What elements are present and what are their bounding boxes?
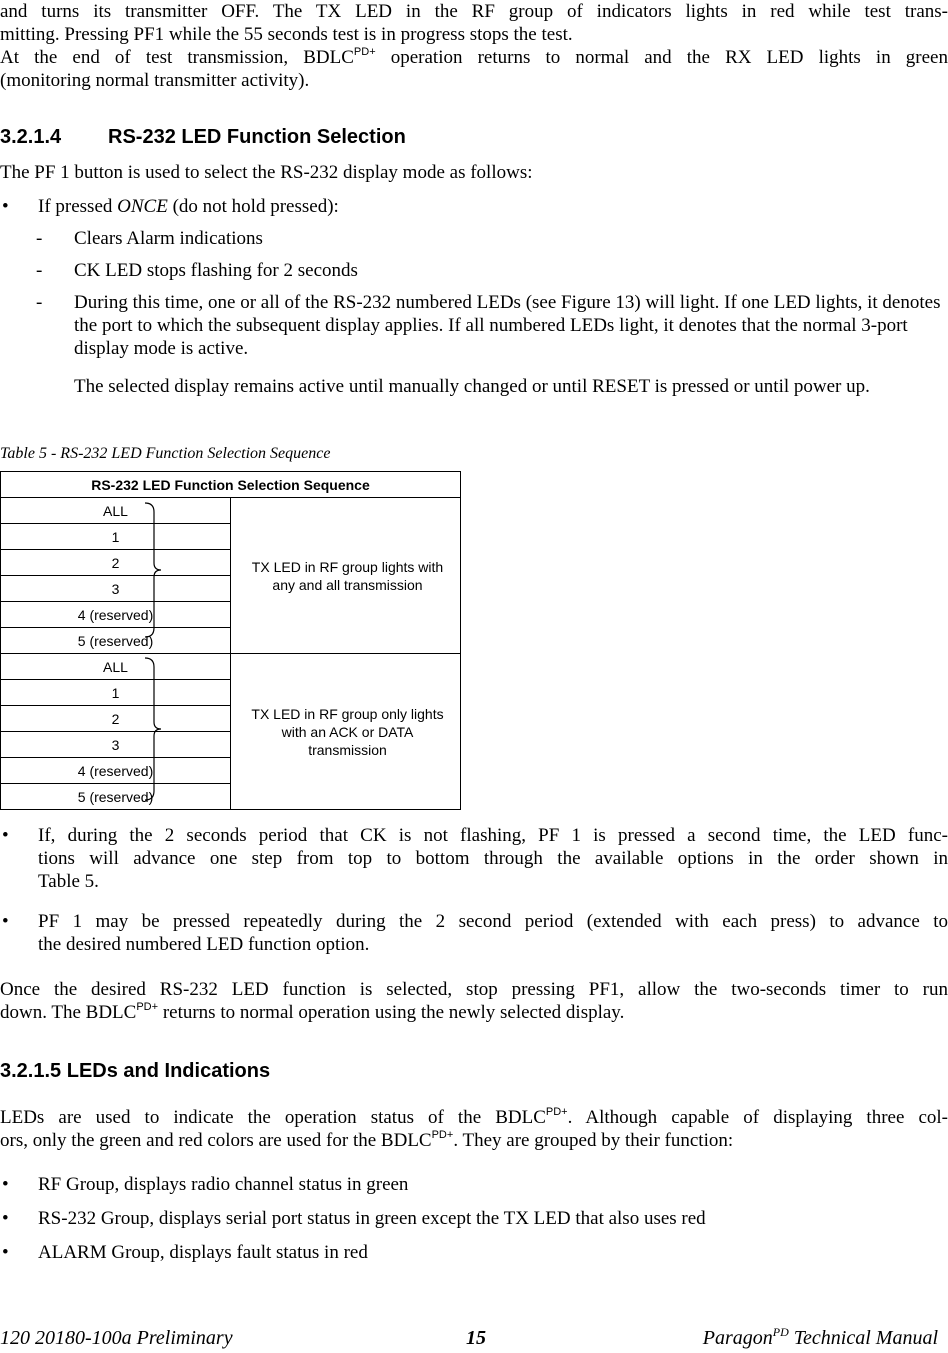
- bullet-mark: •: [2, 196, 9, 217]
- section-title: RS-232 LED Function Selection: [108, 126, 406, 148]
- table-header: RS-232 LED Function Selection Sequence: [1, 472, 461, 498]
- bullet-mark: •: [2, 1242, 9, 1263]
- table-cell: ALL: [1, 654, 231, 680]
- section1-lead: The PF 1 button is used to select the RS-232 display mode as follows:: [0, 162, 533, 183]
- intro-paragraph: [0, 0, 948, 92]
- dash-mark: -: [36, 228, 43, 249]
- table-cell: 2: [1, 706, 231, 732]
- dash-mark: -: [36, 260, 43, 281]
- table-cell: 4 (reserved): [1, 758, 231, 784]
- table-cell: 3: [1, 732, 231, 758]
- superscript-pd: PD+: [136, 1001, 159, 1013]
- intro-line-1: and turns its transmitter OFF. The TX LED in the RF group of indicators lights in red while test trans-: [0, 1, 948, 22]
- bullet-mark: •: [2, 911, 9, 932]
- table-cell: 1: [1, 524, 231, 550]
- group2-description: TX LED in RF group only lights with an ACK or DATA transmission: [231, 654, 461, 810]
- bullet-mark: •: [2, 1174, 9, 1195]
- superscript-pd: PD+: [431, 1129, 454, 1141]
- led-function-table: [0, 471, 461, 810]
- table-cell: 1: [1, 680, 231, 706]
- leds-paragraph: LEDs are used to indicate the operation status of the $BDLC^{PD+}$. Although capable of displaying three col- ors, only the green and red colors are used for the $BDLC^{PD+}$. They are grouped by their function:: [0, 1106, 948, 1151]
- superscript-pd: PD+: [353, 46, 376, 58]
- bullet-mark: •: [2, 1208, 9, 1229]
- footer-document-number: 120 20180-100a Preliminary: [0, 1327, 233, 1349]
- superscript-pd: PD+: [545, 1106, 568, 1118]
- bullet-mark: •: [2, 825, 9, 846]
- dash-mark: -: [36, 292, 43, 313]
- table-caption: Table 5 - RS-232 LED Function Selection Sequence: [0, 445, 331, 462]
- section-heading-3-2-1-4: [0, 125, 406, 149]
- table-cell: ALL: [1, 498, 231, 524]
- table-cell: 3: [1, 576, 231, 602]
- section-number: 3.2.1.5: [0, 1060, 62, 1082]
- intro-line-3: At the end of test transmission, $BDLC^{PD+}$ operation returns to normal and the RX LED lights in green: [0, 46, 948, 68]
- table-cell: 5 (reserved): [1, 784, 231, 810]
- footer-manual-title: Paragon$^{PD}$ Technical Manual: [702, 1325, 938, 1349]
- group1-description: TX LED in RF group lights with any and all transmission: [231, 498, 461, 654]
- intro-line-4: (monitoring normal transmitter activity).: [0, 70, 310, 91]
- section-heading-3-2-1-5: [0, 1059, 270, 1083]
- table-cell: 4 (reserved): [1, 602, 231, 628]
- section-number: 3.2.1.4: [0, 126, 62, 148]
- emphasis-once: ONCE: [117, 196, 168, 217]
- section-title: LEDs and Indications: [66, 1060, 271, 1082]
- footer-page-number: 15: [466, 1327, 486, 1349]
- intro-line-2: mitting. Pressing PF1 while the 55 seconds test is in progress stops the test.: [0, 24, 573, 45]
- table-cell: 2: [1, 550, 231, 576]
- table-cell: 5 (reserved): [1, 628, 231, 654]
- closing-paragraph: Once the desired RS-232 LED function is selected, stop pressing PF1, allow the two-seconds timer to run down. The $BDLC^{PD+}$ returns to normal operation using the newly selected display.: [0, 979, 948, 1023]
- document-page: and turns its transmitter OFF. The TX LED in the RF group of indicators lights in red while test trans- mitting. Pressing PF1 while the 55 seconds test is in progress stops the test. At the end of test transmission, $BDLC^{PD+}$ operation returns to normal and the RX LED lights in green (monitoring normal transmitter activity). 3.2.1.4 RS-232 LED Function Selection The PF 1 button is used to select the RS-232 display mode as follows: • If pressed ONCE (do not hold pressed): - Clears Alarm indications - CK LED stops flashing for 2 seconds - During this time, one or all of the RS-232 numbered LEDs (see Figure 13) will light. If one LED lights, it denotes the port to which the subsequent display applies. If all numbered LEDs light, it denotes that the normal 3-port display mode is active. The selected display remains active until manually changed or until RESET is pressed or until power up. Table 5 - RS-232 LED Function Selection Sequence RS-232 LED Function Selection Sequence ALL TX LED in RF group lights with any and all transmission 1 2 3 4 (reserved) 5 (reserved) ALL TX LED in RF group only lights with an ACK or DATA transmission 1 2 3 4 (reserved) 5 (reserved) • If, during the 2 seconds period that CK is not flashing, PF 1 is pressed a second time, the LED func- tions will advance one step from top to bottom through the available options in the order shown in Table 5. • PF 1 may be pressed repeatedly during the 2 second period (extended with each press) to advance to the desired numbered LED function option. Once the desired RS-232 LED function is selected, stop pressing PF1, allow the two-seconds timer to run down. The $BDLC^{PD+}$ returns to normal operation using the newly selected display. 3.2.1.5 LEDs and Indications LEDs are used to indicate the operation status of the $BDLC^{PD+}$. Although capable of displaying three col- ors, only the green and red colors are used for the $BDLC^{PD+}$. They are grouped by their function: • RF Group, displays radio channel status in green • RS-232 Group, displays serial port status in green except the TX LED that also uses red • ALARM Group, displays fault status in red 120 20180-100a Preliminary 15 Paragon$^{PD}$ Technical Manual: [0, 1, 948, 1349]
